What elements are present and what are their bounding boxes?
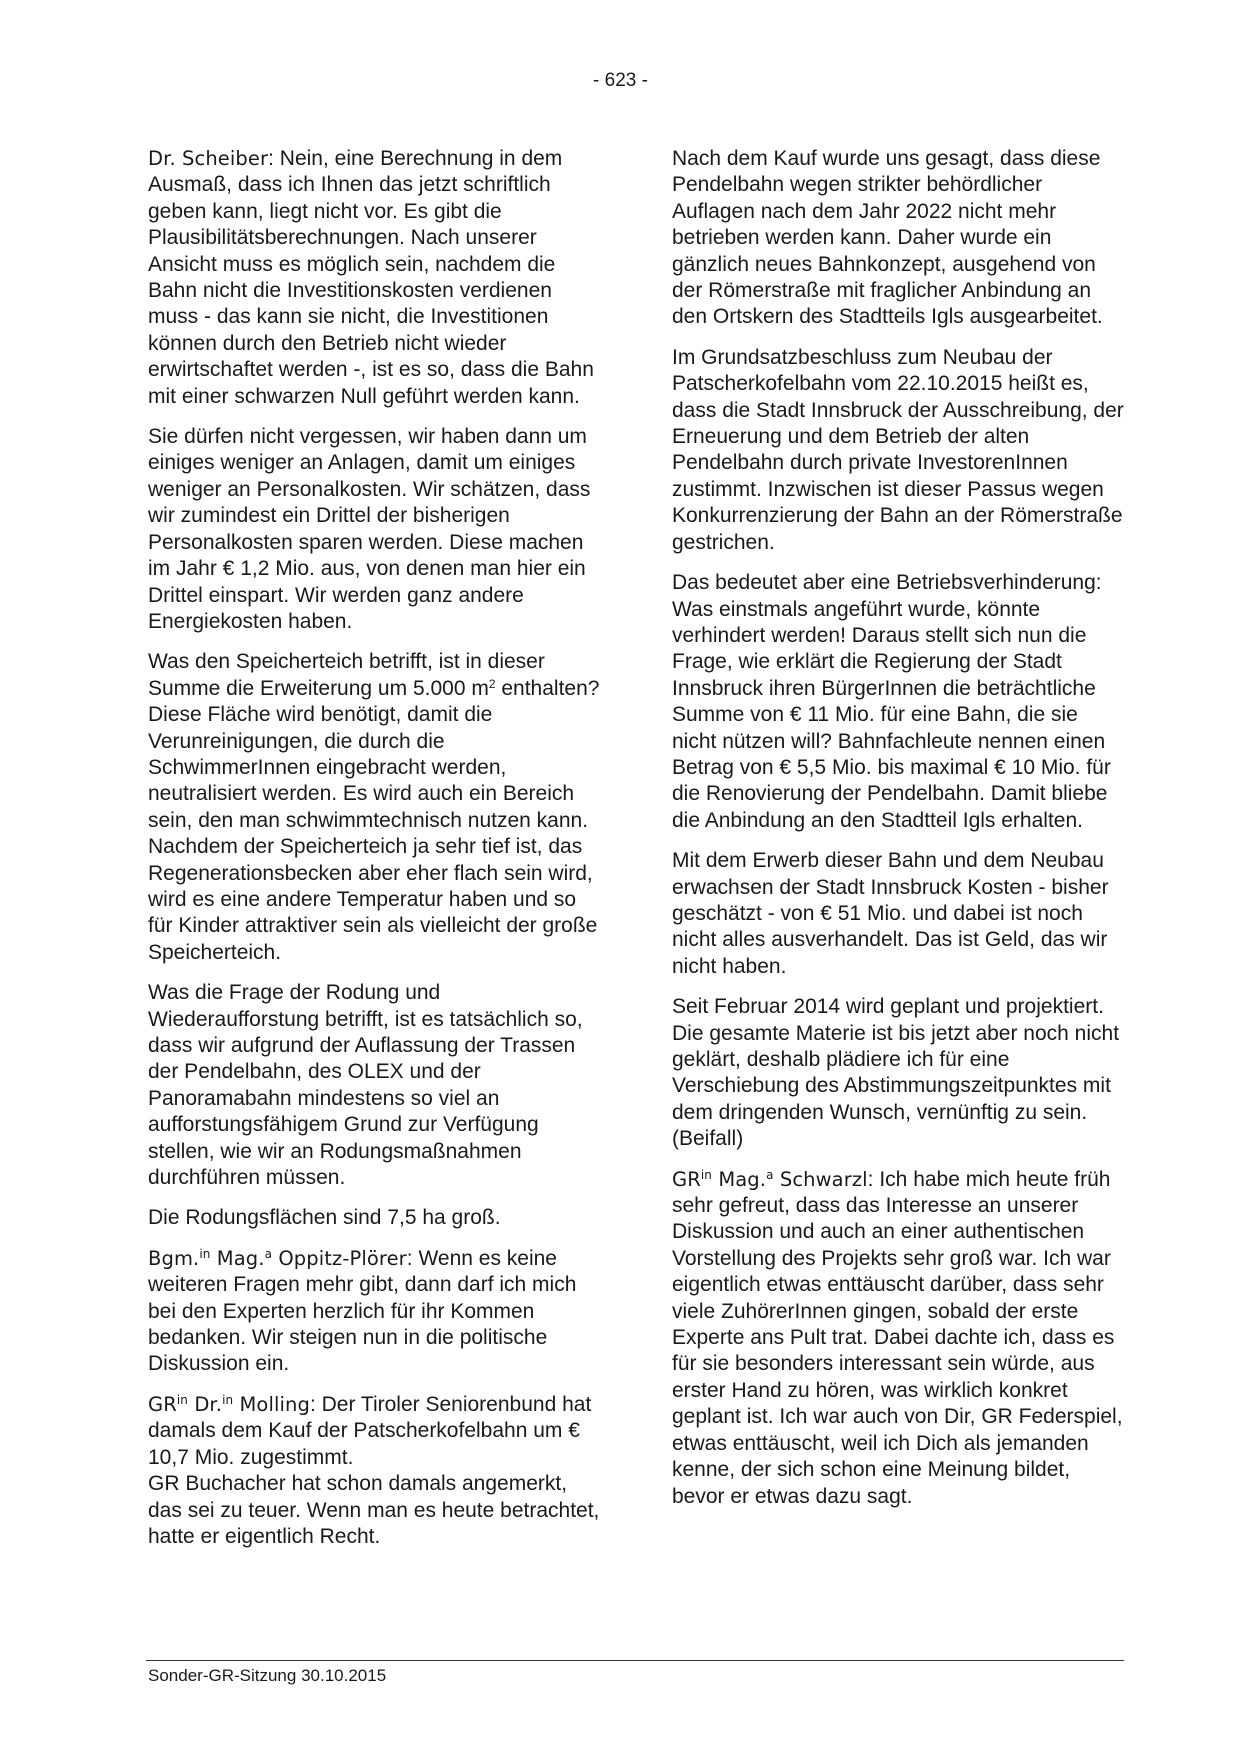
- footer-divider: [146, 1660, 1124, 1661]
- speaker-name: $GR^{in}$ Dr.$^{in}$ Molling: [148, 1392, 310, 1416]
- paragraph-text: enthalten? Diese Fläche wird benötigt, damit die Verunreinigungen, die durch die SchwimmerInnen eingebracht werden, neutralisiert werden. Es wird auch ein Bereich sein, den man schwimmtechnisch nutzen kann. Nachdem der Speicherteich ja sehr tief ist, das Regenerationsbecken aber eher flach sein wird, wird es eine andere Temperatur haben und so für Kinder attraktiver sein als vielleicht der große Speicherteich.: [148, 676, 600, 964]
- paragraph: Das bedeutet aber eine Betriebsverhinderung: Was einstmals angeführt wurde, könnte verhindert werden! Daraus stellt sich nun die Frage, wie erklärt die Regierung der Stadt Innsbruck ihren BürgerInnen die beträchtliche Summe von € 11 Mio. für eine Bahn, die sie nicht nützen will? Bahnfachleute nennen einen Betrag von € 5,5 Mio. bis maximal € 10 Mio. für die Renovierung der Pendelbahn. Damit bliebe die Anbindung an den Stadtteil Igls erhalten.: [672, 571, 1111, 832]
- paragraph-molling: [148, 1392, 600, 1550]
- paragraph-text: : Wenn es keine weiteren Fragen mehr gibt, dann darf ich mich bei den Experten herzlich für ihr Kommen bedanken. Wir steigen nun in die politische Diskussion ein.: [148, 1246, 577, 1376]
- paragraph-speicherteich: [148, 649, 600, 966]
- paragraph-scheiber: [148, 146, 600, 410]
- paragraph: Mit dem Erwerb dieser Bahn und dem Neubau erwachsen der Stadt Innsbruck Kosten - bisher geschätzt - von € 51 Mio. und dabei ist noch nicht alles ausverhandelt. Das ist Geld, das wir nicht haben.: [672, 849, 1109, 978]
- speaker-name: Bgm.$^{in}$ Mag.$^a$ Oppitz-Plörer: [148, 1246, 407, 1270]
- footer-text: Sonder-GR-Sitzung 30.10.2015: [148, 1666, 387, 1685]
- left-column: [148, 146, 600, 1564]
- paragraph-text: : Ich habe mich heute früh sehr gefreut, dass das Interesse an unserer Diskussion und auch an einer authentischen Vorstellung des Projekts sehr groß war. Ich war eigentlich etwas enttäuscht darüber, dass sehr viele ZuhörerInnen gingen, sobald der erste Experte ans Pult trat. Dabei dachte ich, dass es für sie besonders interessant sein würde, aus erster Hand zu hören, was wirklich konkret geplant ist. Ich war auch von Dir, GR Federspiel, etwas enttäuscht, weil ich Dich als jemanden kenne, der sich schon eine Meinung bildet, bevor er etwas dazu sagt.: [672, 1167, 1123, 1508]
- paragraph-text: : Der Tiroler Seniorenbund hat damals dem Kauf der Patscherkofelbahn um € 10,7 Mio. zugestimmt.: [148, 1392, 592, 1469]
- paragraph-text: GR Buchacher hat schon damals angemerkt, das sei zu teuer. Wenn man es heute betrachtet, hatte er eigentlich Recht.: [148, 1472, 600, 1548]
- paragraph-text: Was den Speicherteich betrifft, ist in dieser Summe die Erweiterung um 5.000 m: [148, 650, 545, 700]
- superscript: 2: [488, 676, 496, 691]
- speaker-name: $GR^{in}$ Mag.$^a$ Schwarzl: [672, 1167, 868, 1191]
- paragraph: Was die Frage der Rodung und Wiederaufforstung betrifft, ist es tatsächlich so, dass wir aufgrund der Auflassung der Trassen der Pendelbahn, des OLEX und der Panoramabahn mindestens so viel an aufforstungsfähigem Grund zur Verfügung stellen, wie wir an Rodungsmaßnahmen durchführen müssen.: [148, 981, 583, 1190]
- paragraph: Im Grundsatzbeschluss zum Neubau der Patscherkofelbahn vom 22.10.2015 heißt es, dass die Stadt Innsbruck der Ausschreibung, der Erneuerung und dem Betrieb der alten Pendelbahn durch private InvestorenInnen zustimmt. Inzwischen ist dieser Passus wegen Konkurrenzierung der Bahn an der Römerstraße gestrichen.: [672, 345, 1124, 554]
- right-column: [672, 146, 1124, 1524]
- paragraph-schwarzl: [672, 1167, 1124, 1510]
- paragraph: Seit Februar 2014 wird geplant und projektiert. Die gesamte Materie ist bis jetzt aber noch nicht geklärt, deshalb plädiere ich für eine Verschiebung des Abstimmungszeitpunktes mit dem dringenden Wunsch, vernünftig zu sein. (Beifall): [672, 995, 1120, 1151]
- paragraph-text: : Nein, eine Berechnung in dem Ausmaß, dass ich Ihnen das jetzt schriftlich geben kann, liegt nicht vor. Es gibt die Plausibilitätsberechnungen. Nach unserer Ansicht muss es möglich sein, nachdem die Bahn nicht die Investitionskosten verdienen muss - das kann sie nicht, die Investitionen können durch den Betrieb nicht wieder erwirtschaftet werden -, ist es so, dass die Bahn mit einer schwarzen Null geführt werden kann.: [148, 147, 594, 408]
- paragraph-oppitz-ploerer: [148, 1246, 600, 1378]
- paragraph: Die Rodungsflächen sind 7,5 ha groß.: [148, 1206, 501, 1230]
- speaker-name: Dr. Scheiber: [148, 147, 269, 170]
- paragraph: Sie dürfen nicht vergessen, wir haben dann um einiges weniger an Anlagen, damit um einiges weniger an Personalkosten. Wir schätzen, dass wir zumindest ein Drittel der bisherigen Personalkosten sparen werden. Diese machen im Jahr € 1,2 Mio. aus, von denen man hier ein Drittel einspart. Wir werden ganz andere Energiekosten haben.: [148, 425, 591, 633]
- paragraph: Nach dem Kauf wurde uns gesagt, dass diese Pendelbahn wegen strikter behördlicher Auflagen nach dem Jahr 2022 nicht mehr betrieben werden kann. Daher wurde ein gänzlich neues Bahnkonzept, ausgehend von der Römerstraße mit fraglicher Anbindung an den Ortskern des Stadtteils Igls ausgearbeitet.: [672, 147, 1103, 329]
- page-number: - 623 -: [593, 70, 648, 91]
